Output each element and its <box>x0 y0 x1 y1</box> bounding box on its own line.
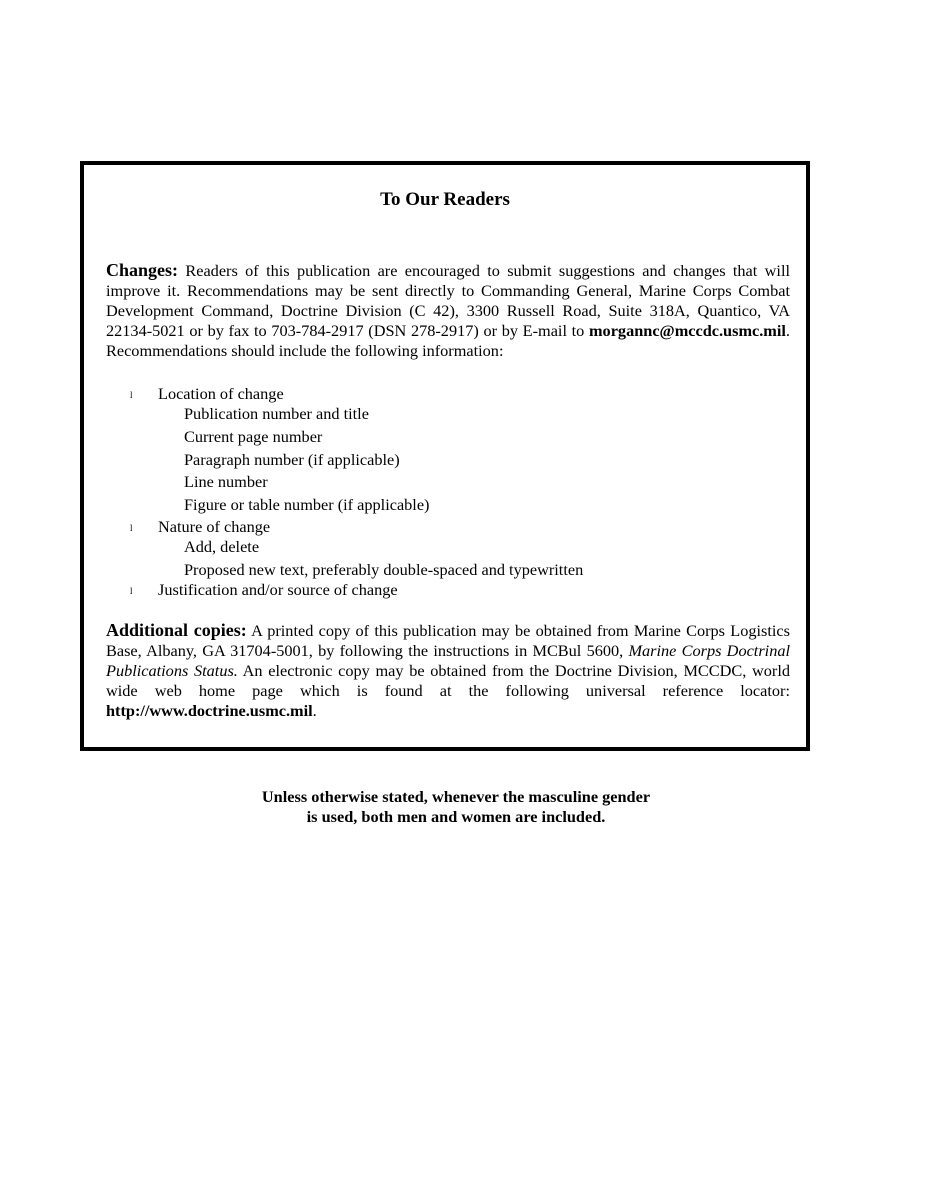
list-item-justification: Justification and/or source of change <box>158 580 398 599</box>
gender-note-line-1: Unless otherwise stated, whenever the masculine gender <box>261 787 651 806</box>
doctrine-url: http://www.doctrine.usmc.mil <box>106 701 313 720</box>
sub-item: Paragraph number (if applicable) <box>184 450 400 469</box>
readers-notice-box <box>80 161 810 751</box>
box-title: To Our Readers <box>380 189 510 210</box>
sub-item: Add, delete <box>184 537 260 556</box>
sub-item: Figure or table number (if applicable) <box>184 495 430 514</box>
gender-note-line-2: is used, both men and women are included. <box>306 807 606 826</box>
sub-item: Proposed new text, preferably double-spaced and typewritten <box>184 560 584 579</box>
additional-text-2: An electronic copy may be obtained from the Doctrine Division, MCCDC, world wide web home page which is found at the following universal reference locator: <box>106 661 791 700</box>
email-address: morgannc@mccdc.usmc.mil <box>589 321 786 340</box>
changes-heading: Changes: <box>106 260 179 280</box>
bullet-icon: l <box>130 390 133 400</box>
gender-note <box>0 787 912 827</box>
publication-status-title: Marine Corps Doctrinal Publications Status. <box>106 641 790 680</box>
sub-item: Publication number and title <box>184 404 369 423</box>
list-item-location: Location of change <box>158 384 284 403</box>
sub-item: Line number <box>184 472 268 491</box>
additional-text-1: A printed copy of this publication may be obtained from Marine Corps Logistics Base, Albany, GA 31704-5001, by following the instructions in MCBul 5600, <box>106 621 790 660</box>
changes-text-1: Readers of this publication are encouraged to submit suggestions and changes that will improve it. Recommendations may be sent directly to Commanding General, Marine Corps Combat Development Command, Doctrine Division (C 42), 3300 Russell Road, Suite 318A, Quantico, VA 22134-5021 or by fax to 703-784-2917 (DSN 278-2917) or by E-mail to <box>106 261 790 340</box>
bullet-icon: l <box>130 586 133 596</box>
changes-paragraph <box>106 260 790 361</box>
sub-item: Current page number <box>184 427 323 446</box>
list-item-nature: Nature of change <box>158 517 271 536</box>
bullet-icon: l <box>130 523 133 533</box>
additional-text-3: . <box>312 701 317 720</box>
additional-copies-paragraph <box>106 620 790 721</box>
changes-text-2: . Recommendations should include the following information: <box>106 321 790 360</box>
additional-copies-heading: Additional copies: <box>106 620 247 640</box>
